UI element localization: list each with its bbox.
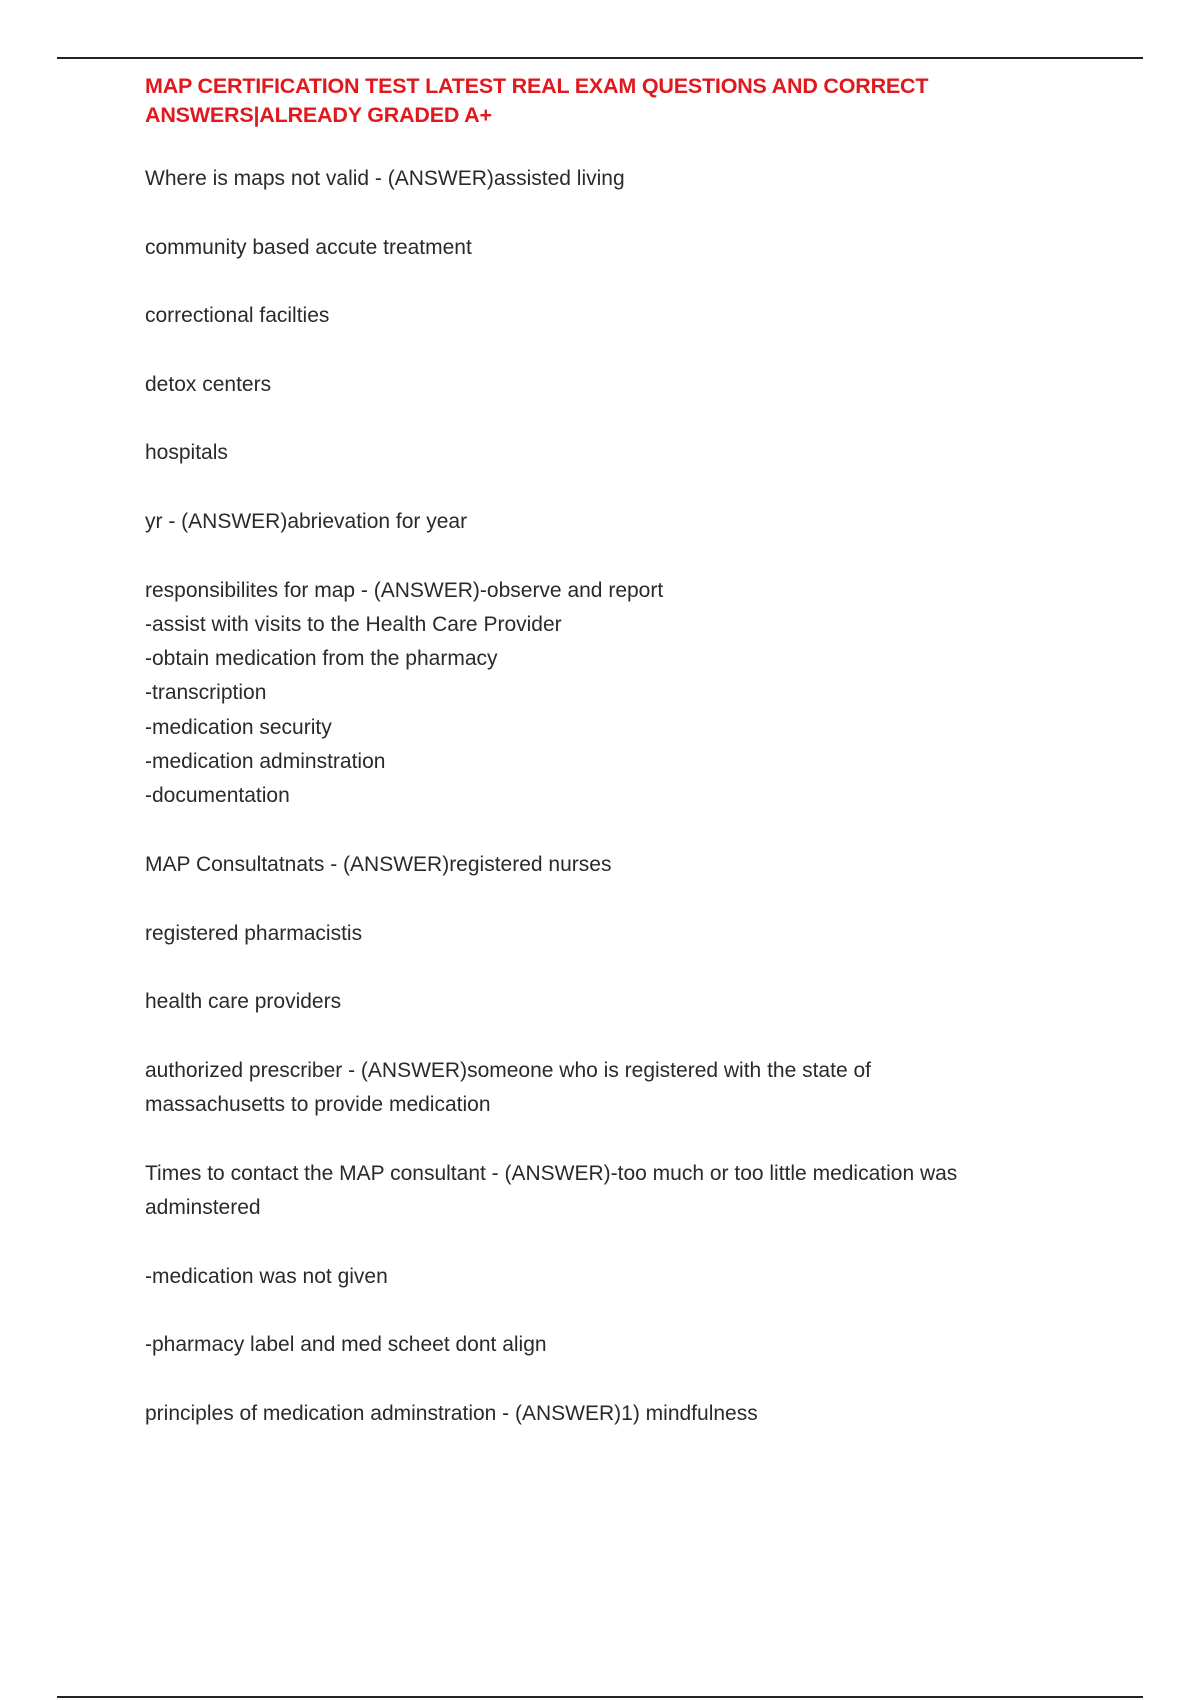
text-line: correctional facilties [145, 304, 330, 328]
text-line: hospitals [145, 441, 228, 465]
top-rule [57, 57, 1143, 59]
qa-block-list [145, 574, 1065, 814]
qa-block [145, 368, 1065, 402]
text-line: Times to contact the MAP consultant - (ANSWER)-too much or too little medication was [145, 1161, 958, 1185]
text-line: massachusetts to provide medication [145, 1093, 491, 1117]
qa-block [145, 1157, 1065, 1226]
title-line: MAP CERTIFICATION TEST LATEST REAL EXAM QUESTIONS AND CORRECT [145, 74, 929, 98]
document-title [145, 72, 1065, 130]
title-line: ANSWERS|ALREADY GRADED A+ [145, 103, 492, 127]
text-line: principles of medication adminstration - (ANSWER)1) mindfulness [145, 1401, 758, 1425]
text-line: community based accute treatment [145, 235, 472, 259]
qa-block [145, 436, 1065, 470]
text-line: -pharmacy label and med scheet dont align [145, 1333, 547, 1357]
qa-block [145, 1054, 1065, 1123]
text-line: adminstered [145, 1195, 261, 1219]
text-line: detox centers [145, 372, 272, 396]
qa-block [145, 985, 1065, 1019]
qa-block [145, 299, 1065, 333]
text-line: responsibilites for map - (ANSWER)-observe and report [145, 578, 664, 602]
bottom-rule [57, 1696, 1143, 1698]
list-line: -medication security [145, 715, 332, 739]
text-line: health care providers [145, 990, 342, 1014]
list-line: -medication adminstration [145, 750, 386, 774]
list-line: -transcription [145, 681, 267, 705]
list-line: -assist with visits to the Health Care Provider [145, 612, 562, 636]
text-line: Where is maps not valid - (ANSWER)assisted living [145, 167, 625, 190]
qa-block [145, 162, 1065, 196]
qa-block [145, 231, 1065, 265]
qa-block [145, 1397, 1065, 1431]
text-line: MAP Consultatnats - (ANSWER)registered nurses [145, 852, 612, 876]
text-line: yr - (ANSWER)abrievation for year [145, 509, 468, 533]
text-line: registered pharmacistis [145, 921, 363, 945]
qa-block [145, 1328, 1065, 1362]
text-line: authorized prescriber - (ANSWER)someone who is registered with the state of [145, 1058, 871, 1082]
list-line: -obtain medication from the pharmacy [145, 647, 498, 671]
qa-block [145, 505, 1065, 539]
document-body [145, 72, 1065, 1431]
qa-block [145, 848, 1065, 882]
text-line: -medication was not given [145, 1264, 388, 1288]
list-line: -documentation [145, 784, 290, 808]
qa-block [145, 1260, 1065, 1294]
qa-block [145, 917, 1065, 951]
